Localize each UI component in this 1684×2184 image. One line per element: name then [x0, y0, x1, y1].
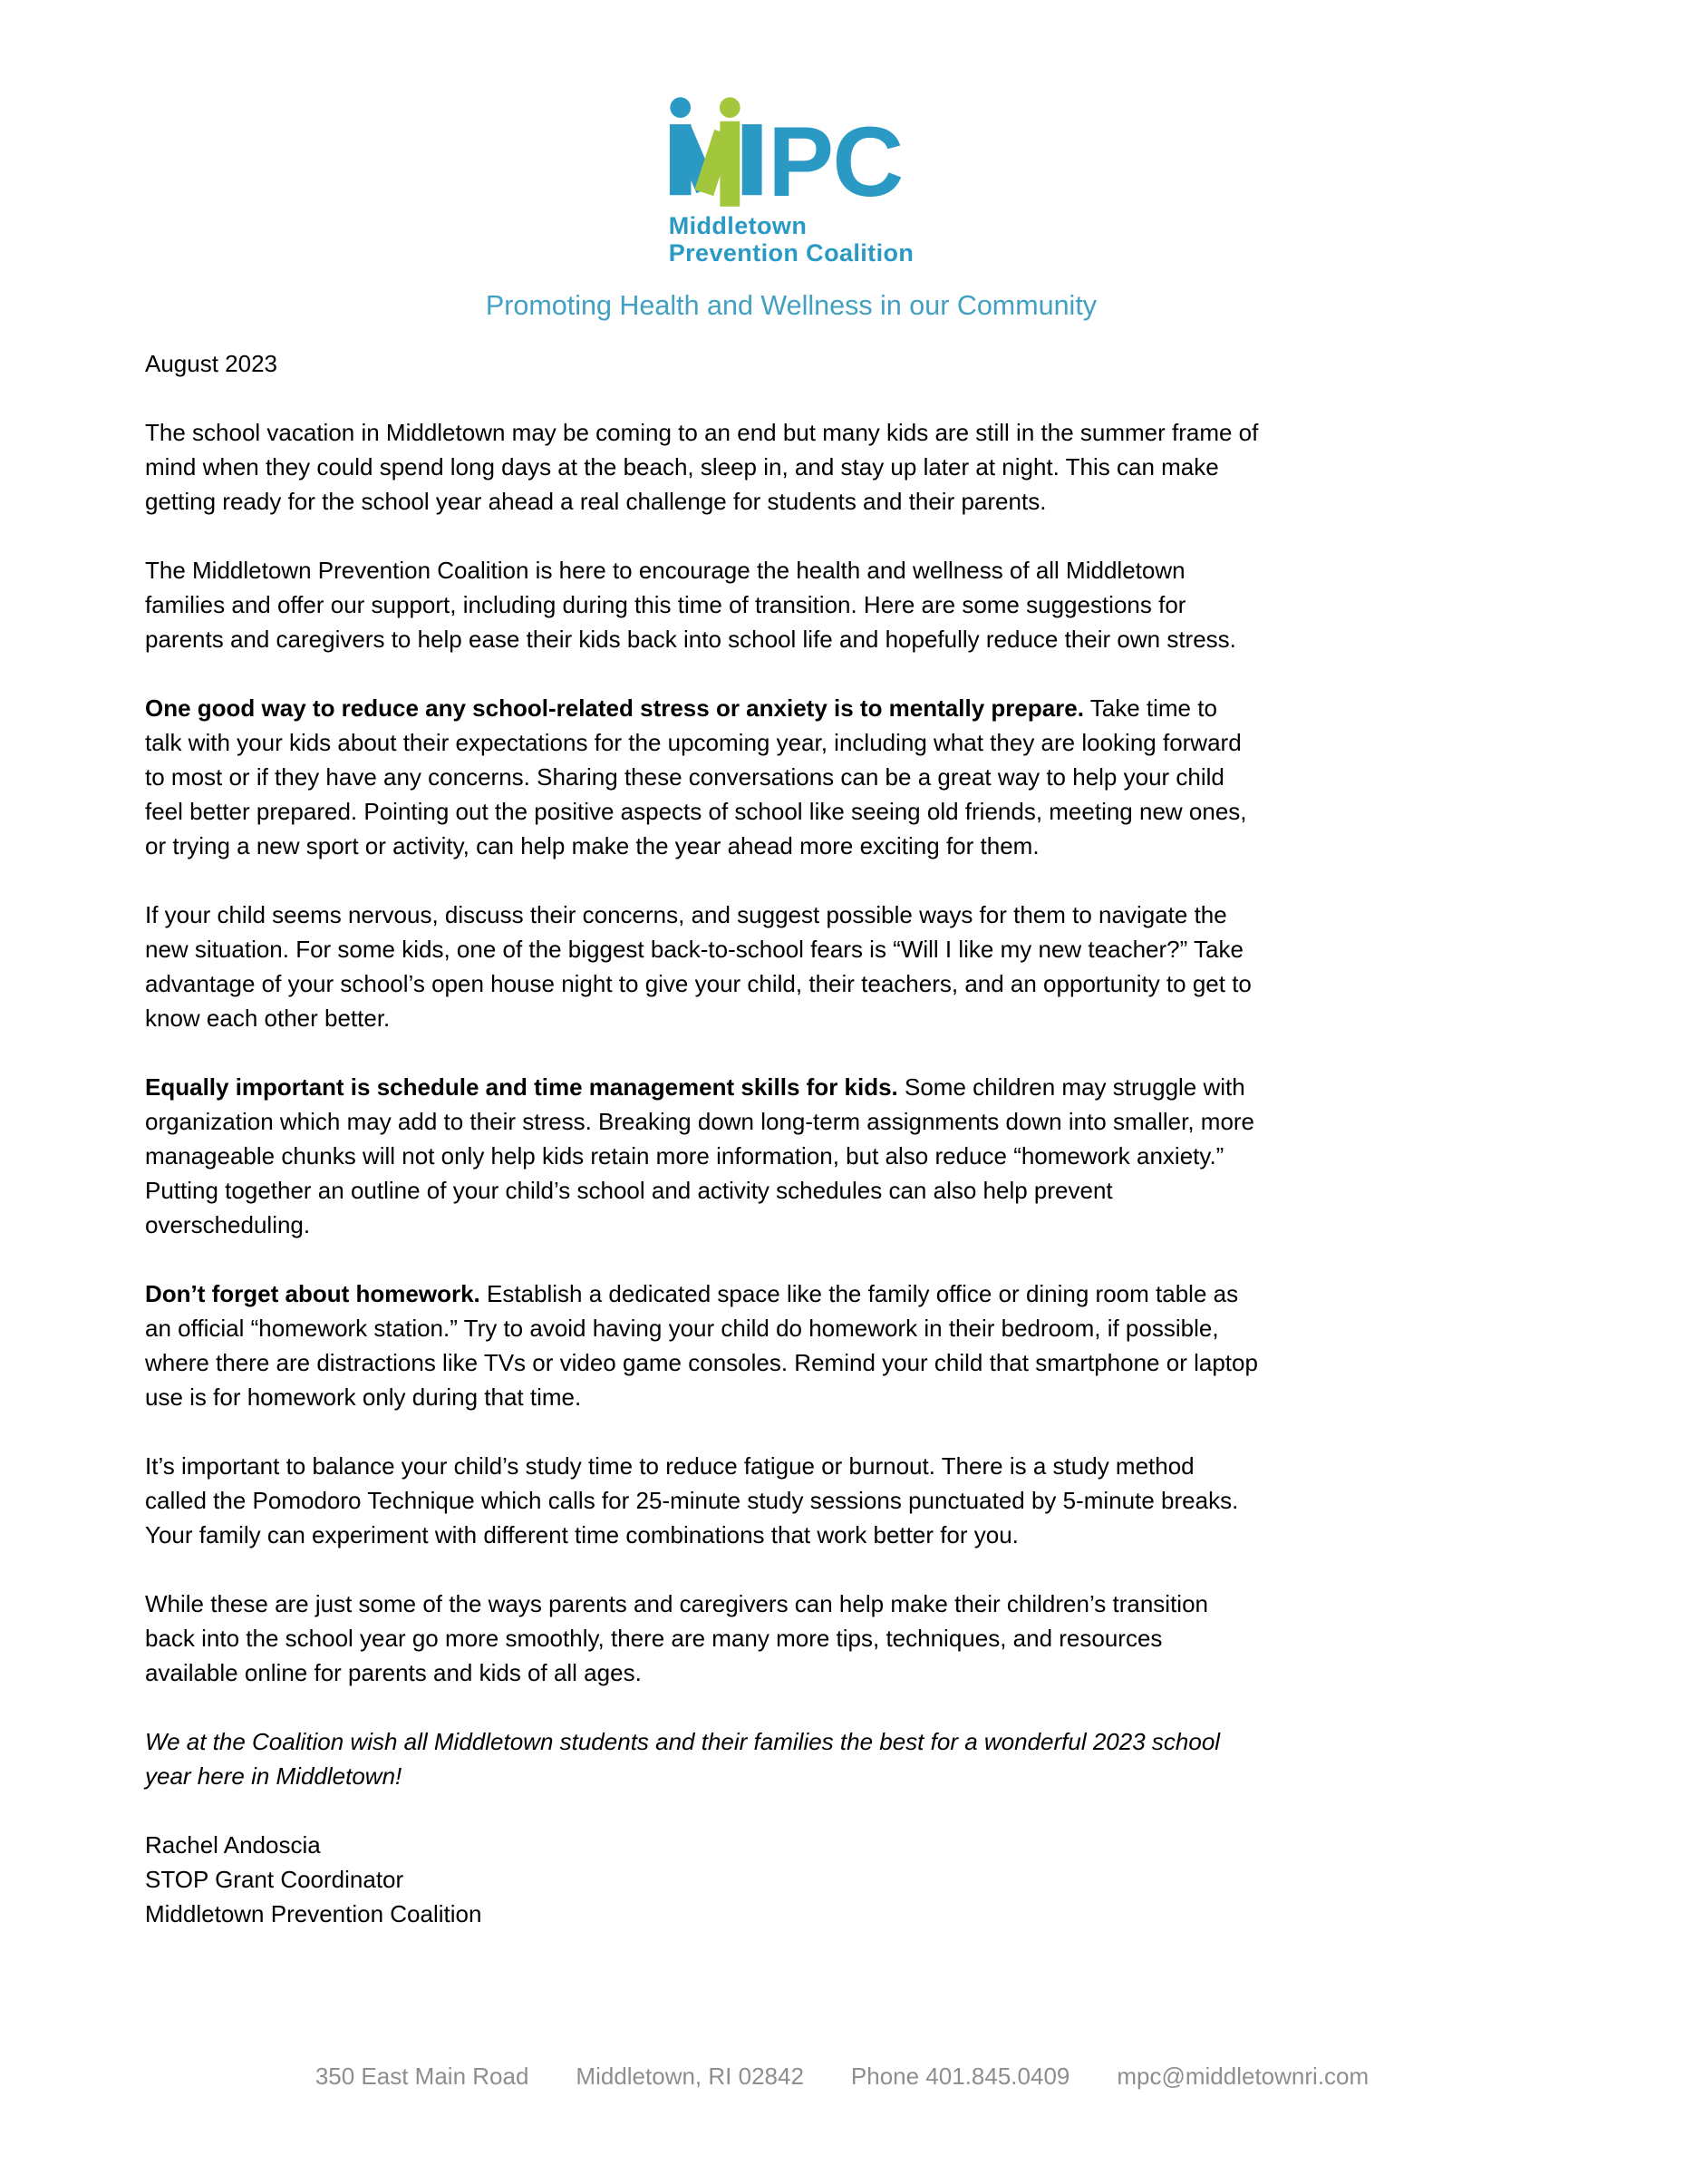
mpc-logo-people-icon — [669, 96, 913, 210]
signature-line: Middletown Prevention Coalition — [145, 1900, 482, 1927]
paragraph-lead: Don’t forget about homework. — [145, 1280, 480, 1307]
footer-city-state-zip: Middletown, RI 02842 — [576, 2063, 804, 2090]
letterhead — [0, 0, 1633, 321]
letter-date: August 2023 — [145, 350, 278, 377]
letter-body — [145, 415, 1539, 1793]
paragraph: It’s important to balance your child’s study time to reduce fatigue or burnout. There is a study method called the Pomodoro Technique which calls for 25-minute study sessions punctuated by 5-minute breaks. Your family can experiment with different time combinations that work better for you. — [145, 1452, 1239, 1548]
paragraph: If your child seems nervous, discuss their concerns, and suggest possible ways for them to navigate the new situation. For some kids, one of the biggest back-to-school fears is “Will I like my new teacher?” Take advantage of your school’s open house night to give your child, their teachers, and an opportunity to get to know each other better. — [145, 901, 1252, 1032]
paragraph: Don’t forget about homework. Establish a dedicated space like the family office or dining room table as an official “homework station.” Try to avoid having your child do homework in their bedroom, if possible, where there are distractions like TVs or video game consoles. Remind your child that smartphone or laptop use is for homework only during that time. — [145, 1280, 1258, 1411]
footer-address: 350 East Main Road — [315, 2063, 529, 2090]
paragraph: While these are just some of the ways parents and caregivers can help make their children’s transition back into the school year go more smoothly, there are many more tips, techniques, and resources available online for parents and kids of all ages. — [145, 1590, 1208, 1686]
paragraph: We at the Coalition wish all Middletown students and their families the best for a wonderful 2023 school year here in Middletown! — [145, 1728, 1221, 1790]
paragraph: One good way to reduce any school-related stress or anxiety is to mentally prepare. Take time to talk with your kids about their expectations for the upcoming year, including what they are looking forward to most or if they have any concerns. Sharing these conversations can be a great way to help your child feel better prepared. Pointing out the positive aspects of school like seeing old friends, meeting new ones, or trying a new sport or activity, can help make the year ahead more exciting for them. — [145, 694, 1247, 859]
paragraph-lead: One good way to reduce any school-related stress or anxiety is to mentally prepare. — [145, 694, 1084, 722]
footer — [0, 2063, 1684, 2090]
paragraph-lead: Equally important is schedule and time management skills for kids. — [145, 1073, 898, 1101]
paragraph: The school vacation in Middletown may be coming to an end but many kids are still in the summer frame of mind when they could spend long days at the beach, sleep in, and stay up later at night. This can make getting ready for the school year ahead a real challenge for students and their parents. — [145, 419, 1259, 515]
letter-content — [0, 346, 1684, 1931]
tagline: Promoting Health and Wellness in our Community — [485, 290, 1098, 321]
logo-org-line1: Middletown — [668, 212, 808, 239]
logo-pc-letters: PC — [768, 107, 903, 210]
footer-phone: Phone 401.845.0409 — [850, 2063, 1070, 2090]
paragraph: The Middletown Prevention Coalition is here to encourage the health and wellness of all Middletown families and offer our support, including during this time of transition. Here are some suggestions for parents and caregivers to help ease their kids back into school life and hopefully reduce their own stress. — [145, 557, 1236, 653]
signature-line: STOP Grant Coordinator — [145, 1866, 404, 1893]
footer-email: mpc@middletownri.com — [1117, 2063, 1369, 2090]
logo-org-line2: Prevention Coalition — [668, 239, 915, 267]
signature-line: Rachel Andoscia — [145, 1831, 321, 1859]
paragraph: Equally important is schedule and time management skills for kids. Some children may struggle with organization which may add to their stress. Breaking down long-term assignments down into smaller, more manageable chunks will not only help kids retain more information, but also reduce “homework anxiety.” Putting together an outline of your child’s school and activity schedules can also help prevent overscheduling. — [145, 1073, 1255, 1238]
mpc-logo — [669, 96, 915, 267]
signature-block — [145, 1828, 1539, 1931]
